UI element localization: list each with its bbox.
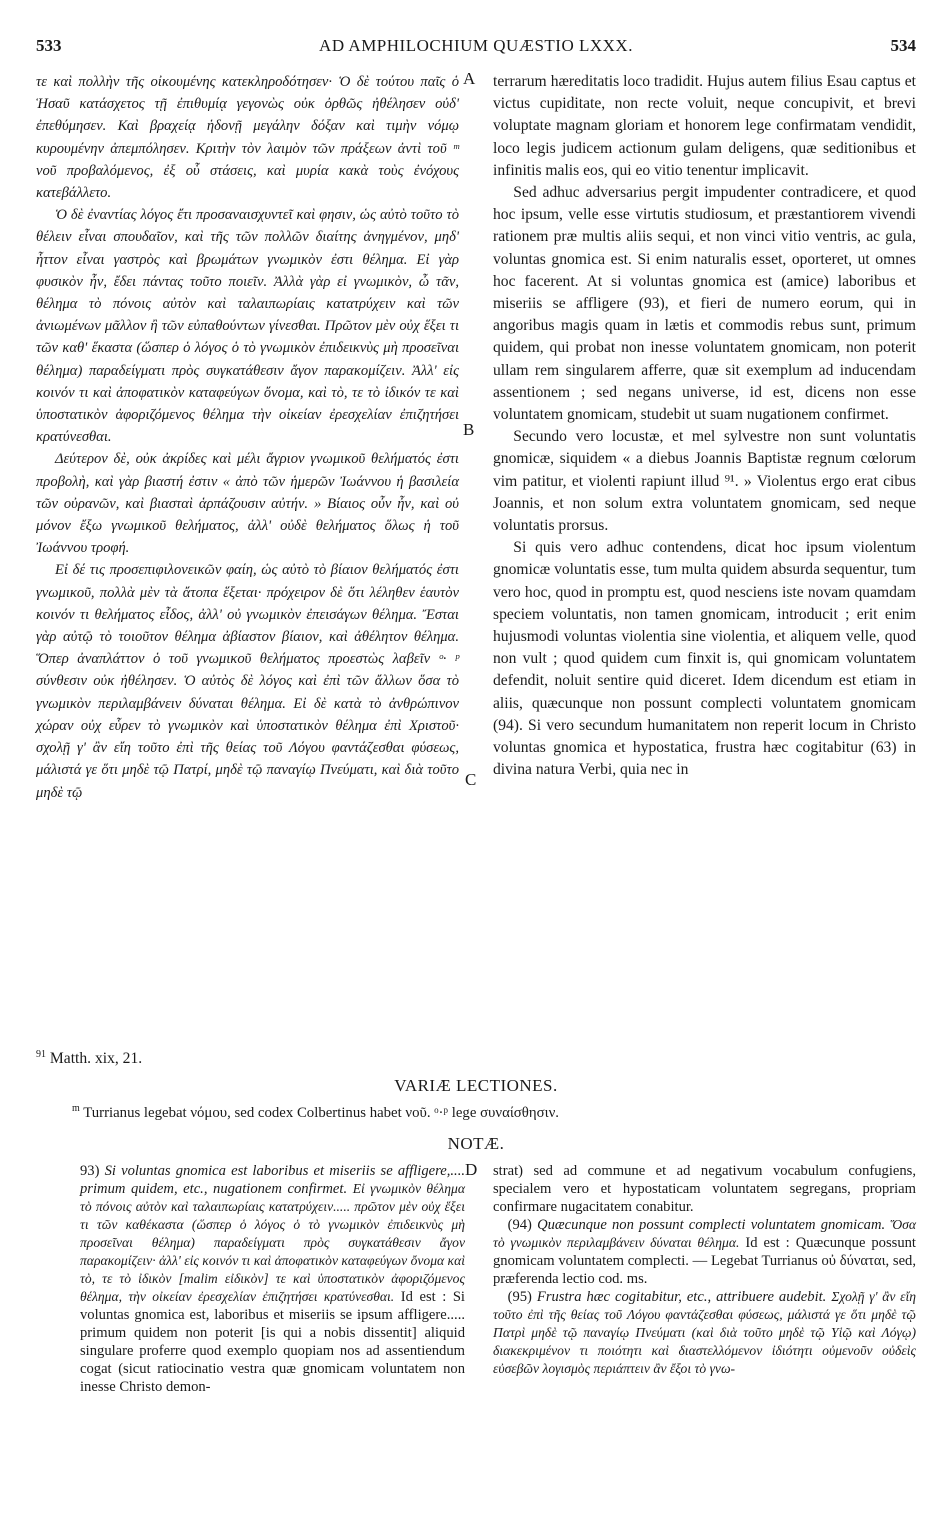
variant-mark: m <box>72 1103 80 1114</box>
note-label: (95) <box>507 1289 532 1305</box>
note-latin: Id est : Si voluntas gnomica est, laboribus et miseriis se ipsum affligere..... primum quidem non poterit [is qui a nobis dissentit] aliquid singulare proferre quod exemplo quopiam nos ad assentiendum cogat (sicut ratiocinatio vestra quæ gnomicam voluntatem non inesse Christo demon- <box>80 1289 465 1395</box>
note-lemma: Si voluntas gnomica est laboribus et miseriis se affligere,.... primum quidem, etc., nugationem confirmet. <box>80 1163 465 1197</box>
variant-text: Turrianus legebat νόμου, sed codex Colbertinus habet νοῦ. ᵒ·ᵖ lege συναίσθησιν. <box>83 1104 559 1121</box>
note-lemma: Frustra hæc cogitabitur, etc., attribuere audebit. <box>536 1289 827 1305</box>
margin-letter-c: C <box>465 770 477 789</box>
page-number-left: 533 <box>36 36 62 55</box>
notes-left-column <box>80 1162 465 1396</box>
margin-letter-d: D <box>465 1160 478 1179</box>
greek-paragraph: τε καὶ πολλὴν τῆς οἰκουμένης κατεκληροδότησεν· Ὁ δὲ τούτου παῖς ὁ Ἡσαῦ κατάσχετος τῇ ἐπιθυμίᾳ γεγονὼς οὐκ ὀρθῶς ἠθέλησεν οὐδ' ἐπεθύμησεν. Καὶ βραχείᾳ ἡδονῇ μεγάλην δόξαν καὶ τιμὴν νόμῳ κυρουμένην ἀπεμπόλησεν. Κριτὴν τὸν λαιμὸν τῶν πράξεων ἀντὶ τοῦ ᵐ νοῦ προβαλόμενος, ἐξ οὗ στάσεις, καὶ μυρία κακὰ τοὺς ἐνόχους κατεβάλλετο. <box>36 74 459 202</box>
greek-paragraph: Ὁ δὲ ἐναντίας λόγος ἔτι προσαναισχυντεῖ καὶ φησιν, ὡς αὐτὸ τοῦτο τὸ θέλειν εἶναι σπουδαῖον, καὶ τῆς τῶν πολλῶν διαίτης ἀνηγμένον, μηδ' ἧττον εἶναι γαστρὸς καὶ βρωμάτων γνωμικὸν ἐστι θέλημα. Εἰ γὰρ φυσικὸν ἦν, ἔδει πάντας τοῦτο ποιεῖν. Ἀλλὰ γὰρ εἰ γνωμικὸν, ὦ τᾶν, θέλημα τὸ πόνοις αὐτὸν καὶ ταλαιπωρίαις κατατρύχειν καὶ τῶν ἀνιωμένων μᾶλλον ἢ τῶν εὐπαθούντων γίνεσθαι. Πρῶτον μὲν οὐχ ἕξει τι τῶν καθ' ἕκαστα (ὥσπερ ὁ λόγος ὁ τὸ γνωμικὸν ἐπιδεικνὺς μὴ προσεῖναι θέλημα) παραδείγματι πρὸς συγκατάθεσιν ἄγον παρακομίζειν. Ἀλλ' εἰς κοινόν τι καὶ ἀποφατικὸν καταφεύγων ὄνομα, καὶ τὸ, τε τὸ ἰδικόν τε καὶ ὑποστατικὸν ἀφοριζόμενος θέλημα τὴν οἰκείαν ἐρεσχελίαν ἐπιζητήσει κρατύνεσθαι. <box>36 207 459 446</box>
latin-column <box>493 71 916 782</box>
footnote-mark: 91 <box>36 1049 46 1060</box>
note-93-continued: strat) sed ad commune et ad negativum vocabulum confugiens, specialem vero et hypostaticam voluntatem segregans, propriam confirmare nugacitatem conabitur. <box>493 1163 916 1215</box>
note-greek: Σχολῇ γ' ἂν εἴη τοῦτο ἐπὶ τῆς θείας τοῦ Λόγου φαντάζεσθαι φύσεως, μάλιστά γε ὅτι μηδὲ τῷ Πατρὶ μηδὲ τῷ παναγίῳ Πνεύματι (καὶ διὰ τοῦτο μηδὲ τῷ Υἱῷ καὶ Λόγῳ) διακεκριμένον τι ποιότητι καὶ διαστελλόμενον ἰδιότητι οὐμενοῦν οὐδεὶς εὐσεβῶν λογισμὸς περιάπτειν ἂν ἔξοι τὸ γνω- <box>493 1289 916 1376</box>
running-header <box>36 36 916 62</box>
note-lemma: Quæcunque non possunt complecti voluntatem gnomicam. <box>537 1217 886 1233</box>
variae-heading: VARIÆ LECTIONES. <box>394 1076 558 1095</box>
margin-letter-b: B <box>463 420 475 439</box>
footnote <box>36 1049 459 1068</box>
notae-heading: NOTÆ. <box>447 1134 505 1153</box>
note-greek: Εἰ γνωμικὸν θέλημα τὸ πόνοις αὐτὸν καὶ ταλαιπωρίαις κατατρύχειν..... πρῶτον μὲν οὐχ ἕξει τι τῶν καθέκαστα (ὥσπερ ὁ λόγος ὁ τὸ γνωμικὸν ἐπιδεικνὺς μὴ προσεῖναι θέλημα) παραδείγματι πρὸς συγκατάθεσιν ἄγον παρακομίζειν· ἀλλ' εἰς κοινόν τι καὶ ἀποφατικὸν καταφεύγων ὄνομα καὶ τὸ, τε τὸ ἰδικὸν [malim εἰδικὸν] τε καὶ ὑποστατικὸν ἀφοριζόμενος θέλημα, τὴν οἰκείαν ἐρεσχελίαν ἐπιζητήσει κρατύνεσθαι. <box>80 1181 465 1304</box>
latin-paragraph: Si quis vero adhuc contendens, dicat hoc ipsum violentum gnomicæ voluntatis esse, tum multa quidem absurda sequentur, tum vero hoc, quod in promptu est, quod nesciens iste novam quamdam speciem voluntatis, non tamen gnomicam, introducit ; erit enim hujusmodi voluntas violentia sine violentia, et aliquem velle, quod non vult ; quod quidem cum finxit is, qui gnomicam voluntatem defendit, noluit sentire quid diceret. Idem dicendum est etiam in aliis, quæcunque non possunt complecti voluntatem gnomicam (94). Si vero secundum humanitatem non reperit locum in Christo voluntas gnomica et hypostatica, frustra hæc cogitabitur (63) in divina natura Verbi, quia nec in <box>493 539 916 779</box>
note-95 <box>493 1288 916 1378</box>
note-latin: Id est : Quæcunque possunt gnomicam voluntatem complecti. — Legebat Turrianus οὐ δύναται, sed, præferenda lectio cod. ms. <box>493 1235 916 1287</box>
latin-paragraph: Sed adhuc adversarius pergit impudenter contradicere, et quod hoc ipsum, velle esse virtutis studiosum, et præstantiorem vivendi rationem præ multis aliis sequi, et non vinci vitio ventris, ac gula, voluntas gnomica est. Si enim naturalis esset, oporteret, ut omnes hoc facerent. At si voluntas gnomica est (amice) laboribus et miseriis se affligere (93), et fieri de numero eorum, qui in angoribus magis quam in lætis et commodis rebus sunt, primum quidem, qui probat non inesse voluntatem gnomicam, non poterit ullam rem singularem afferre, quæ sit exemplum ad inducendam assentionem ; sed negans universe, id est, dicens non esse voluntatem gnomicam, studebit ut suam nugationem confirmet. <box>493 184 916 424</box>
latin-paragraph: Secundo vero locustæ, et mel sylvestre non sunt voluntatis gnomicæ, siquidem « a diebus Joannis Baptistæ regnum cœlorum vim patitur, et violenti rapiunt illud ⁹¹. » Violentus ergo erat cibus Joannis, et non solum extra voluntatem gnomicam, sed neque voluntatis prorsus. <box>493 428 916 535</box>
greek-paragraph: Δεύτερον δὲ, οὐκ ἀκρίδες καὶ μέλι ἄγριον γνωμικοῦ θελήματός ἐστι προβολὴ, καὶ γὰρ βιαστή ἐστιν « ἀπὸ τῶν ἡμερῶν Ἰωάννου ἡ βασιλεία τῶν οὐρανῶν, καὶ βιασταὶ ἁρπάζουσιν αὐτήν. » Βίαιος οὖν ἦν, καὶ οὐ μόνον ἔξω γνωμικοῦ θελήματος, ἀλλ' οὐδὲ θελήματος ὅλως ἡ τοῦ Ἰωάννου τροφή. <box>36 451 459 557</box>
latin-paragraph: terrarum hæreditatis loco tradidit. Hujus autem filius Esau captus et victus cupiditate, non recte voluit, neque concupivit, et brevi voluptate magnam gloriam et honorem lege confirmatam vendidit, loco legis judicem actionum gulam deligens, quæ seditionibus et infinitis malis eos, qui eo vitio tenentur implicavit. <box>493 73 916 179</box>
notes-right-column <box>493 1162 916 1378</box>
note-label: (94) <box>507 1217 532 1233</box>
margin-letter-a: A <box>463 69 476 88</box>
note-93 <box>80 1162 465 1396</box>
greek-column <box>36 71 459 804</box>
greek-paragraph: Εἰ δέ τις προσεπιφιλονεικῶν φαίη, ὡς αὐτὸ τὸ βίαιον θελήματός ἐστι γνωμικοῦ, πολλὰ μὲν τὰ ἄτοπα ἕξεται· πρόχειρον δὲ ὅτι λέληθεν ἑαυτὸν κοινόν τι θελήματος εἶδος, ἀλλ' οὐ γνωμικὸν ἐπεισάγων θέλημα. Ἔσται γὰρ αὐτῷ τὸ τοιοῦτον θέλημα ἀβίαστον βίαιον, καὶ ἀθέλητον θέλημα. Ὅπερ ἀναπλάττον ὁ τοῦ γνωμικοῦ θελήματος προεστὼς λαβεῖν ᵒ· ᵖ σύνθεσιν οὐκ ἠθέλησεν. Ὁ αὐτὸς δὲ λόγος καὶ ἐπὶ τῶν ἄλλων ὅσα τὸ γνωμικὸν περιλαμβάνειν δύναται θέλημα. Εἰ δὲ κατὰ τὸ ἀνθρώπινον χώραν οὐχ εὗρεν τὸ γνωμικὸν καὶ ὑποστατικὸν θέλημα ἐπὶ Χριστοῦ· σχολῇ γ' ἂν εἴη τοῦτο ἐπὶ τῆς θείας τοῦ Λόγου φαντάζεσθαι φύσεως, μάλιστά γε ὅτι μηδὲ τῷ Πατρί, μηδὲ τῷ παναγίῳ Πνεύματι, καὶ διὰ τοῦτο μηδὲ τῷ <box>36 562 459 801</box>
footnote-text: Matth. xix, 21. <box>49 1050 143 1068</box>
note-greek: Ὅσα τὸ γνωμικὸν περιλαμβάνειν δύναται θέλημα. <box>493 1217 916 1250</box>
note-label: 93) <box>80 1163 100 1179</box>
page-number-right: 534 <box>890 36 916 55</box>
running-title: AD AMPHILOCHIUM QUÆSTIO LXXX. <box>319 36 633 55</box>
note-94 <box>493 1216 916 1288</box>
variae-lectiones <box>36 1103 916 1122</box>
